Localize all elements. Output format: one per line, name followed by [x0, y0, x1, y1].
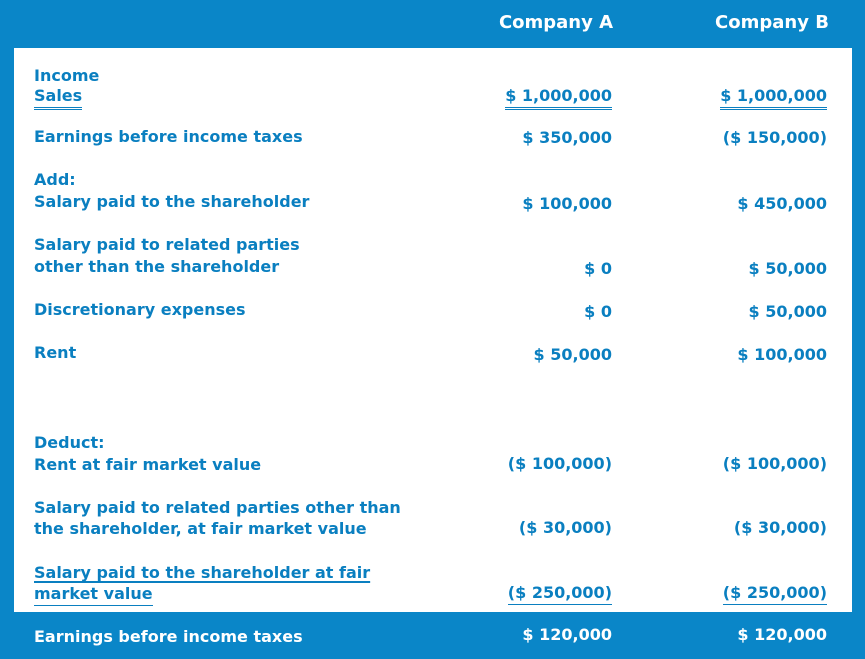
total-ebit-company-b: $ 120,000 — [737, 625, 827, 644]
table-footer — [0, 612, 865, 659]
discretionary-company-b: $ 50,000 — [748, 302, 827, 321]
salary-shareholder-fmv-label-line2: market value — [34, 583, 153, 606]
salary-related-fmv-company-b: ($ 30,000) — [733, 518, 827, 537]
ebit-company-a: $ 350,000 — [522, 128, 612, 147]
sales-company-a: $ 1,000,000 — [505, 85, 612, 110]
table-header — [0, 0, 865, 48]
salary-shareholder-company-a: $ 100,000 — [522, 194, 612, 213]
rent-fmv-company-b: ($ 100,000) — [722, 454, 827, 473]
deduct-heading: Deduct: — [34, 433, 105, 452]
salary-related-company-b: $ 50,000 — [748, 259, 827, 278]
rent-company-b: $ 100,000 — [737, 345, 827, 364]
salary-related-fmv-company-a: ($ 30,000) — [518, 518, 612, 537]
salary-shareholder-fmv-label-line1: Salary paid to the shareholder at fair — [34, 563, 371, 582]
ebit-company-b: ($ 150,000) — [722, 128, 827, 147]
rent-label: Rent — [34, 343, 77, 362]
total-ebit-label: Earnings before income taxes — [34, 627, 303, 646]
income-heading: Income — [34, 66, 100, 85]
salary-shareholder-label: Salary paid to the shareholder — [34, 192, 310, 211]
rent-fmv-company-a: ($ 100,000) — [507, 454, 612, 473]
rent-fmv-label: Rent at fair market value — [34, 455, 262, 474]
add-heading: Add: — [34, 170, 76, 189]
discretionary-label: Discretionary expenses — [34, 300, 246, 319]
salary-related-label-line1: Salary paid to related parties — [34, 235, 300, 254]
company-a-heading: Company A — [498, 12, 614, 33]
ebit-label: Earnings before income taxes — [34, 127, 303, 146]
rent-company-a: $ 50,000 — [533, 345, 612, 364]
salary-related-fmv-label-line2: the shareholder, at fair market value — [34, 519, 367, 538]
salary-shareholder-company-b: $ 450,000 — [737, 194, 827, 213]
salary-related-company-a: $ 0 — [584, 259, 612, 278]
sales-company-b: $ 1,000,000 — [720, 85, 827, 110]
discretionary-company-a: $ 0 — [584, 302, 612, 321]
company-b-heading: Company B — [715, 12, 829, 33]
salary-shareholder-fmv-company-b: ($ 250,000) — [723, 582, 827, 605]
total-ebit-company-a: $ 120,000 — [522, 625, 612, 644]
salary-related-fmv-label-line1: Salary paid to related parties other than — [34, 498, 401, 517]
sales-label: Sales — [34, 85, 82, 110]
salary-related-label-line2: other than the shareholder — [34, 257, 280, 276]
salary-shareholder-fmv-company-a: ($ 250,000) — [508, 582, 612, 605]
